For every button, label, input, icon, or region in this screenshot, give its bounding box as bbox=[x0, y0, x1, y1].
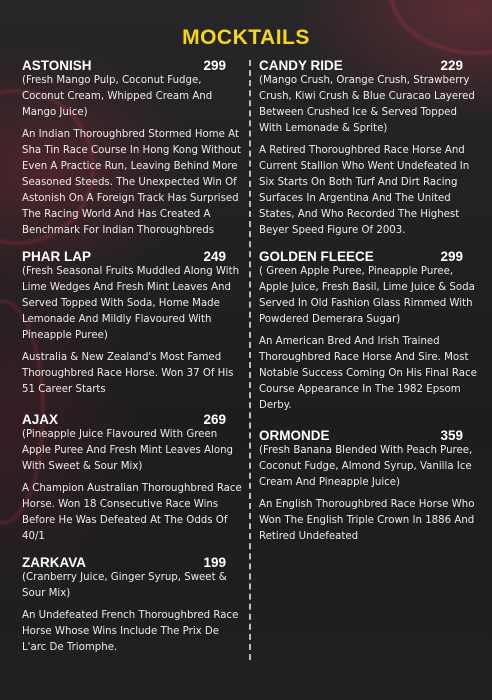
page-title: MOCKTAILS bbox=[182, 26, 310, 49]
item-ingredients: (Fresh Mango Pulp, Coconut Fudge, Coconut Cream, Whipped Cream And Mango Juice) bbox=[22, 75, 213, 118]
item-price: 359 bbox=[440, 428, 463, 443]
item-price: 229 bbox=[440, 58, 463, 73]
item-ingredients: (Pineapple Juice Flavoured With Green Apple Puree And Fresh Mint Leaves Along With Sweet & Sour Mix) bbox=[22, 429, 233, 472]
column-divider bbox=[249, 60, 251, 660]
item-price: 299 bbox=[440, 249, 463, 264]
item-name: ZARKAVA bbox=[22, 555, 86, 570]
item-story: A Champion Australian Thoroughbred Race Horse. Won 18 Consecutive Race Wins Before He Was Defeated At The Odds Of 40/1 bbox=[22, 483, 242, 542]
item-ingredients: ( Green Apple Puree, Pineapple Puree, Apple Juice, Fresh Basil, Lime Juice & Soda Served In Old Fashion Glass Rimmed With Powdered Demerara Sugar) bbox=[259, 266, 475, 325]
item-ingredients: (Cranberry Juice, Ginger Syrup, Sweet & Sour Mix) bbox=[22, 572, 227, 599]
item-price: 199 bbox=[203, 555, 226, 570]
item-name: ORMONDE bbox=[259, 428, 330, 443]
item-story: A Retired Thoroughbred Race Horse And Current Stallion Who Went Undefeated In Six Starts On Both Turf And Dirt Racing Surfaces In Argentina And The United States, And Who Recorded The Highest Beyer Speed Figure Of 2003. bbox=[259, 145, 470, 236]
item-story: Australia & New Zealand's Most Famed Thoroughbred Race Horse. Won 37 Of His 51 Career Starts bbox=[22, 352, 234, 395]
menu-item-phar-lap bbox=[22, 249, 244, 398]
item-ingredients: (Fresh Seasonal Fruits Muddled Along With Lime Wedges And Fresh Mint Leaves And Served Topped With Soda, Home Made Lemonade And Mildly Flavoured With Pineapple Puree) bbox=[22, 266, 240, 341]
left-column bbox=[22, 58, 244, 666]
item-story: An Undefeated French Thoroughbred Race Horse Whose Wins Include The Prix De L'arc De Triomphe. bbox=[22, 610, 239, 653]
item-name: GOLDEN FLEECE bbox=[259, 249, 374, 264]
item-price: 269 bbox=[203, 412, 226, 427]
item-name: CANDY RIDE bbox=[259, 58, 343, 73]
item-price: 249 bbox=[203, 249, 226, 264]
item-header bbox=[259, 428, 481, 443]
item-header bbox=[22, 249, 244, 264]
item-name: AJAX bbox=[22, 412, 59, 427]
item-name: ASTONISH bbox=[22, 58, 92, 73]
menu-item-candy-ride bbox=[259, 58, 481, 239]
item-story: An Indian Thoroughbred Stormed Home At Sha Tin Race Course In Hong Kong Without Even A Practice Run, Leaving Behind More Seasoned Steeds. The Unexpected Win Of Astonish On A Foreign Track Has Surprised The Racing World And Has Created A Benchmark For Indian Thoroughbreds bbox=[22, 129, 241, 236]
item-story: An English Thoroughbred Race Horse Who Won The English Triple Crown In 1886 And Retired Undefeated bbox=[259, 499, 475, 542]
item-header bbox=[22, 412, 244, 427]
item-price: 299 bbox=[203, 58, 226, 73]
menu-item-ormonde bbox=[259, 428, 481, 545]
menu-item-golden-fleece bbox=[259, 249, 481, 414]
item-header bbox=[259, 58, 481, 73]
menu-item-ajax bbox=[22, 412, 244, 545]
item-name: PHAR LAP bbox=[22, 249, 92, 264]
item-header bbox=[22, 555, 244, 570]
menu-item-zarkava bbox=[22, 555, 244, 656]
item-header bbox=[259, 249, 481, 264]
item-story: An American Bred And Irish Trained Thoroughbred Race Horse And Sire. Most Notable Success Coming On His Final Race Course Appearance In The 1982 Epsom Derby. bbox=[259, 336, 477, 411]
item-header bbox=[22, 58, 244, 73]
right-column bbox=[259, 58, 481, 555]
item-ingredients: (Fresh Banana Blended With Peach Puree, Coconut Fudge, Almond Syrup, Vanilla Ice Cream And Pineapple Juice) bbox=[259, 445, 473, 488]
item-ingredients: (Mango Crush, Orange Crush, Strawberry Crush, Kiwi Crush & Blue Curacao Layered Between Crushed Ice & Served Topped With Lemonade & Sprite) bbox=[259, 75, 475, 134]
menu-item-astonish bbox=[22, 58, 244, 239]
